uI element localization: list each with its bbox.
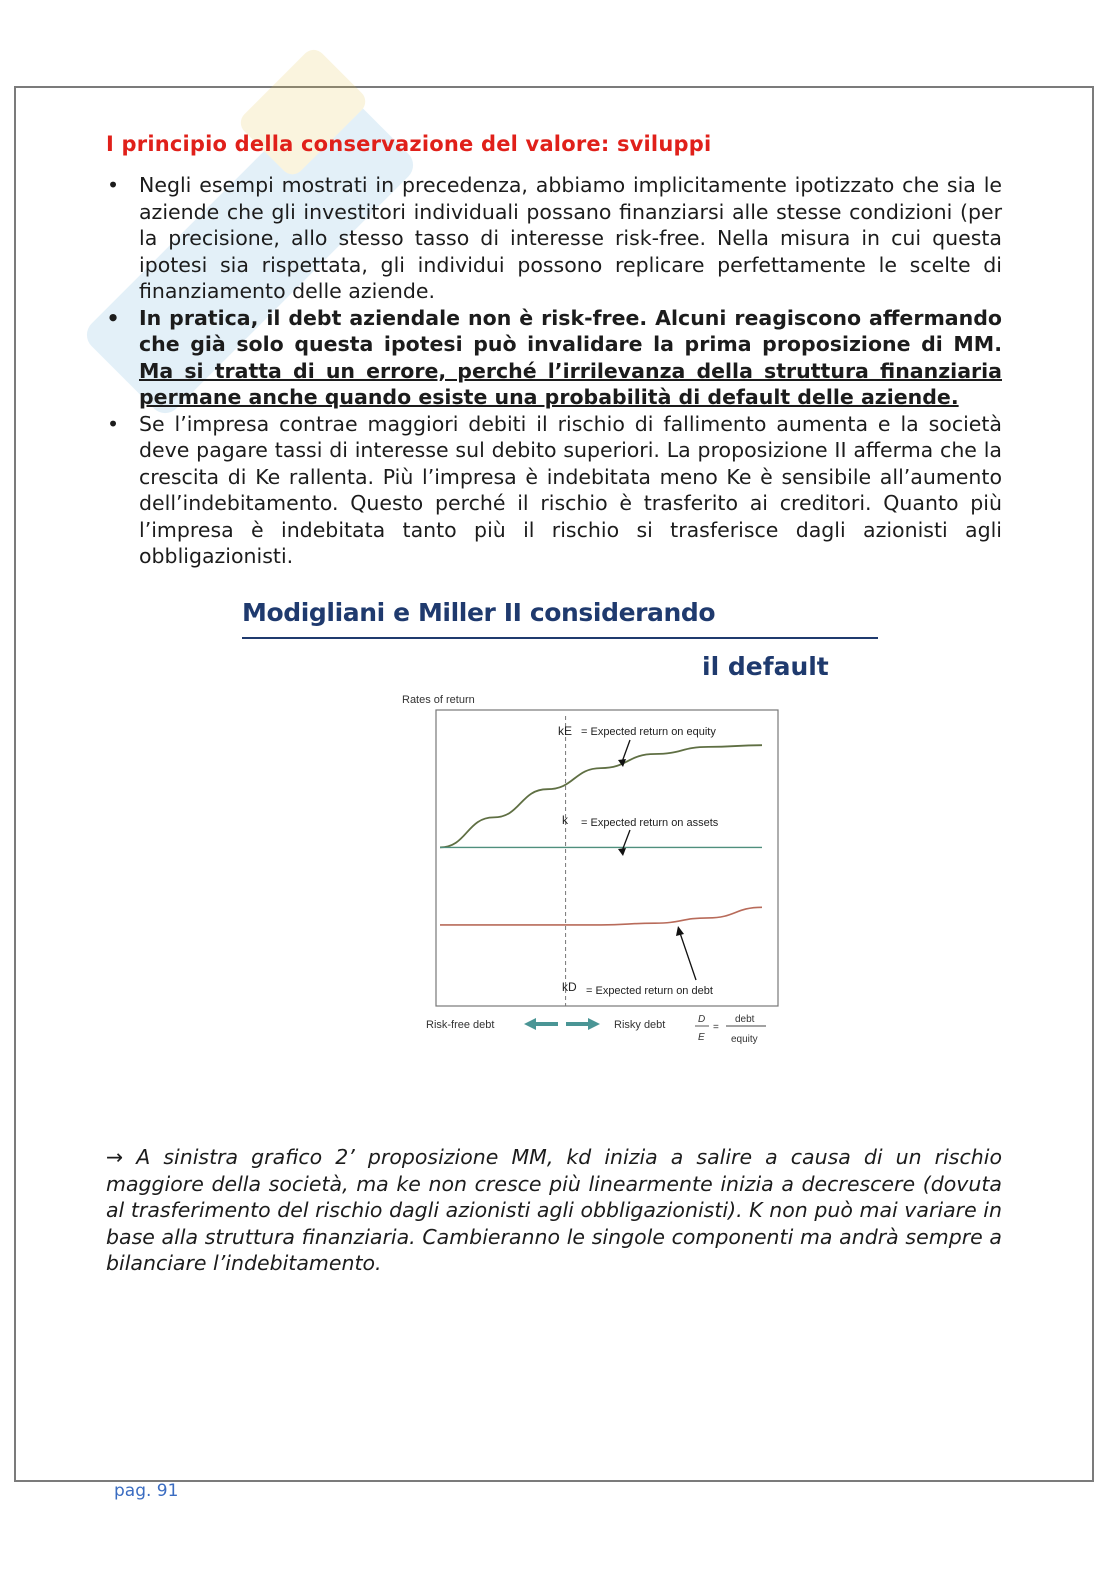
fraction-e: E [698, 1032, 705, 1043]
series-label-debt-text: = Expected return on debt [586, 985, 713, 997]
y-axis-label: Rates of return [402, 694, 475, 706]
fraction-equals: = [713, 1022, 719, 1033]
bullet-text: In pratica, il debt aziendale non è risk-free. Alcuni reagiscono affermando che già solo questa ipotesi può invalidare la prima proposizione di MM. [139, 305, 1002, 356]
series-label-equity-symbol: kE [558, 724, 573, 738]
chart-title: Modigliani e Miller II considerando [242, 598, 716, 627]
fraction-debt: debt [735, 1014, 755, 1025]
series-arrow-equity [622, 740, 630, 762]
explanation-note [106, 1144, 1002, 1277]
bullet-underlined-text: Ma si tratta di un errore, perché l’irrilevanza della struttura finanziaria permane anche quando esiste una probabilità di default delle aziende. [139, 358, 1002, 409]
bullet-text: Negli esempi mostrati in precedenza, abbiamo implicitamente ipotizzato che sia le aziende che gli investitori individuali possano finanziarsi alle stesse condizioni (per la precisione, allo stesso tasso di interesse risk-free. Nella misura in cui questa ipotesi sia rispettata, gli individui possono replicare perfettamente le scelte di finanziamento delle aziende. [139, 173, 1002, 303]
bullet-marker: • [106, 305, 120, 330]
page-number: pag. 91 [114, 1481, 179, 1501]
right-arrow-icon [566, 1018, 600, 1030]
fraction-equity: equity [731, 1034, 758, 1045]
bullet-text: Se l’impresa contrae maggiori debiti il rischio di fallimento aumenta e la società deve pagare tassi di interesse sul debito superiori. La proposizione II afferma che la crescita di Ke rallenta. Più l’impresa è indebitata meno Ke è sensibile all’aumento dell’indebitamento. Questo perché il rischio è trasferito ai creditori. Quanto più l’impresa è indebitata tanto più il rischio si trasferisce dagli azionisti agli obbligazionisti. [139, 411, 1002, 568]
bullet-marker: • [106, 173, 120, 197]
series-label-equity-text: = Expected return on equity [581, 726, 716, 738]
bullet-item [106, 172, 1002, 305]
series-arrowhead-debt [676, 926, 684, 936]
series-label-assets-text: = Expected return on assets [581, 817, 719, 829]
left-arrow-icon [524, 1018, 558, 1030]
section-heading: I principio della conservazione del valore: sviluppi [106, 132, 712, 156]
chart-title-rule [242, 637, 878, 639]
x-region-risky: Risky debt [614, 1019, 666, 1031]
chart-subtitle: il default [702, 652, 829, 681]
fraction-d: D [698, 1014, 706, 1025]
bullet-item [106, 411, 1002, 570]
series-label-debt-symbol: kD [562, 980, 577, 994]
bullet-list [106, 172, 1002, 570]
arrow-icon: → [106, 1145, 124, 1169]
x-region-risk-free: Risk-free debt [426, 1019, 495, 1031]
chart [390, 688, 790, 1058]
series-line-debt [440, 907, 762, 925]
series-arrow-debt [680, 933, 696, 980]
series-line-equity [440, 745, 762, 847]
note-text: A sinistra grafico 2’ proposizione MM, kd inizia a salire a causa di un rischio maggiore della società, ma ke non cresce più linearmente inizia a decrescere (dovuta al trasferimento del rischio dagli azionisti agli obbligazionisti). K non può mai variare in base alla struttura finanziaria. Cambieranno le singole componenti ma andrà sempre a bilanciare l’indebitamento. [106, 1145, 1002, 1275]
series-arrowhead-assets [618, 848, 626, 856]
bullet-item [106, 305, 1002, 411]
plot-frame [436, 710, 778, 1006]
series-label-assets-symbol: k [562, 813, 568, 827]
bullet-marker: • [106, 411, 120, 436]
